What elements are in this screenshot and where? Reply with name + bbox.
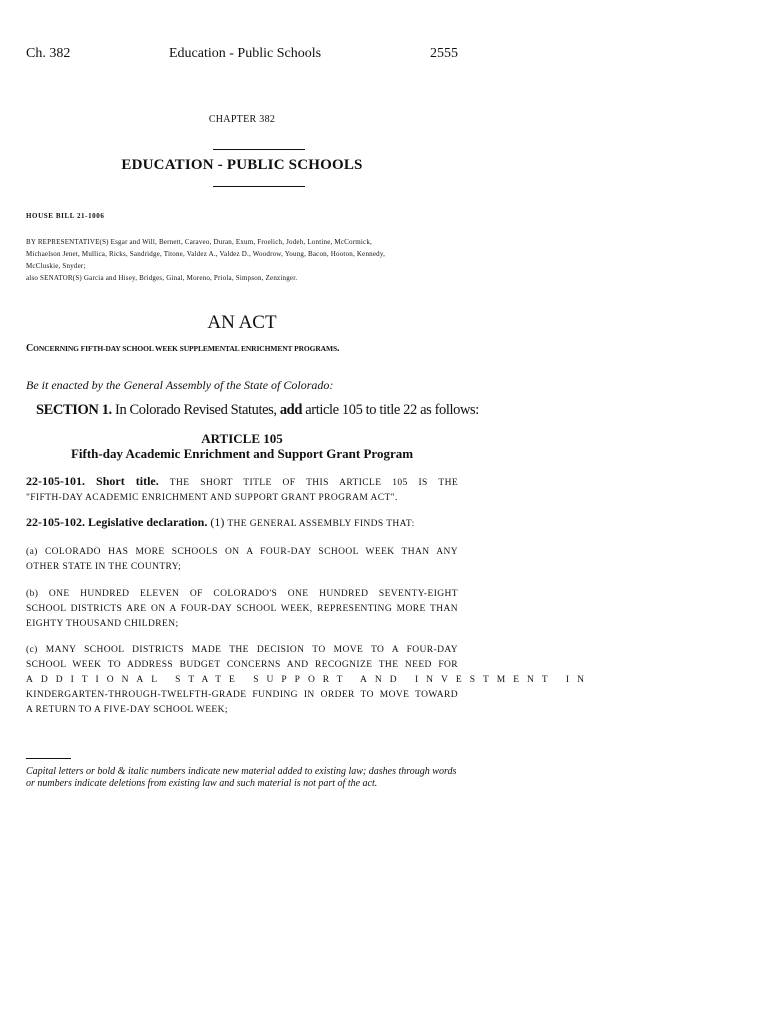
paragraph-a-line-2: OTHER STATE IN THE COUNTRY; — [26, 562, 182, 572]
sponsor-line: BY REPRESENTATIVE(S) Esgar and Will, Bernett, Caraveo, Duran, Exum, Froelich, Jodeh, Lontine, McCormick, — [26, 238, 372, 246]
paragraph-c-line-1: (c) MANY SCHOOL DISTRICTS MADE THE DECISION TO MOVE TO A FOUR-DAY — [26, 645, 458, 655]
section-1-label: SECTION 1. — [36, 402, 112, 418]
page-subject: Education - Public Schools — [169, 46, 322, 61]
section-102-heading: Legislative declaration. — [88, 515, 208, 529]
paragraph-c-line-3: ADDITIONAL STATE SUPPORT AND INVESTMENT IN — [26, 675, 592, 685]
sponsor-line: Michaelson Jenet, Mullica, Ricks, Sandridge, Titone, Valdez A., Valdez D., Woodrow, Young, Bacon, Hooton, Kennedy, — [26, 250, 386, 258]
footnote-rule — [26, 758, 71, 759]
concerning-text: ONCERNING FIFTH-DAY SCHOOL WEEK SUPPLEMENTAL ENRICHMENT PROGRAMS — [33, 344, 338, 353]
page-number: 2555 — [430, 46, 458, 61]
sponsor-line: also SENATOR(S) Garcia and Hisey, Bridges, Ginal, Moreno, Priola, Simpson, Zenzinger. — [26, 274, 298, 282]
section-101-line-1: THE SHORT TITLE OF THIS ARTICLE 105 IS THE — [169, 478, 459, 488]
concerning-initial: C — [26, 343, 34, 354]
article-heading — [26, 431, 458, 461]
article-title: Fifth-day Academic Enrichment and Support Grant Program — [70, 446, 414, 461]
act-heading: AN ACT — [207, 312, 277, 333]
section-1-text-a: In Colorado Revised Statutes, — [115, 402, 277, 418]
section-101-heading: Short title. — [96, 474, 159, 488]
sponsor-line: McCluskie, Snyder; — [26, 262, 86, 270]
section-1-text-b: article 105 to title 22 as follows: — [305, 402, 479, 418]
section-1 — [36, 402, 479, 419]
chapter-label: CHAPTER 382 — [208, 114, 276, 125]
enacting-clause: Be it enacted by the General Assembly of the State of Colorado: — [26, 378, 334, 392]
paragraph-b — [26, 587, 458, 632]
section-102-sub: (1) — [210, 515, 225, 529]
section-102 — [26, 515, 458, 532]
paragraph-b-line-3: EIGHTY THOUSAND CHILDREN; — [26, 619, 179, 629]
sponsor-list — [26, 236, 458, 284]
page-header — [26, 46, 458, 66]
title-rule-top — [213, 149, 305, 150]
paragraph-c-line-4: KINDERGARTEN-THROUGH-TWELFTH-GRADE FUNDING IN ORDER TO MOVE TOWARD — [26, 690, 458, 700]
article-number: ARTICLE 105 — [201, 431, 283, 446]
section-1-add: add — [279, 402, 303, 418]
paragraph-a-line-1: (a) COLORADO HAS MORE SCHOOLS ON A FOUR-DAY SCHOOL WEEK THAN ANY — [26, 547, 458, 557]
paragraph-c — [26, 643, 592, 718]
paragraph-b-line-1: (b) ONE HUNDRED ELEVEN OF COLORADO'S ONE HUNDRED SEVENTY-EIGHT — [26, 589, 458, 599]
bill-number: HOUSE BILL 21-1006 — [26, 212, 105, 220]
paragraph-b-line-2: SCHOOL DISTRICTS ARE ON A FOUR-DAY SCHOOL WEEK, REPRESENTING MORE THAN — [26, 604, 458, 614]
chapter-reference: Ch. 382 — [26, 46, 71, 61]
concerning-clause — [26, 343, 339, 354]
paragraph-c-line-5: A RETURN TO A FIVE-DAY SCHOOL WEEK; — [26, 705, 228, 715]
chapter-title: EDUCATION - PUBLIC SCHOOLS — [121, 157, 363, 173]
title-rule-bottom — [213, 186, 305, 187]
section-101-number: 22-105-101. — [26, 474, 85, 488]
section-102-number: 22-105-102. — [26, 515, 85, 529]
section-101 — [26, 474, 458, 506]
paragraph-c-line-2: SCHOOL WEEK TO ADDRESS BUDGET CONCERNS AND RECOGNIZE THE NEED FOR — [26, 660, 458, 670]
section-102-text: THE GENERAL ASSEMBLY FINDS THAT: — [227, 519, 415, 529]
concerning-end: . — [337, 343, 340, 354]
footnote: Capital letters or bold & italic numbers indicate new material added to existing law; dashes through words or numbers indicate deletions from existing law and such material is not part of the act. — [26, 766, 457, 789]
section-101-line-2: "FIFTH-DAY ACADEMIC ENRICHMENT AND SUPPORT GRANT PROGRAM ACT". — [26, 493, 398, 503]
paragraph-a — [26, 545, 458, 575]
